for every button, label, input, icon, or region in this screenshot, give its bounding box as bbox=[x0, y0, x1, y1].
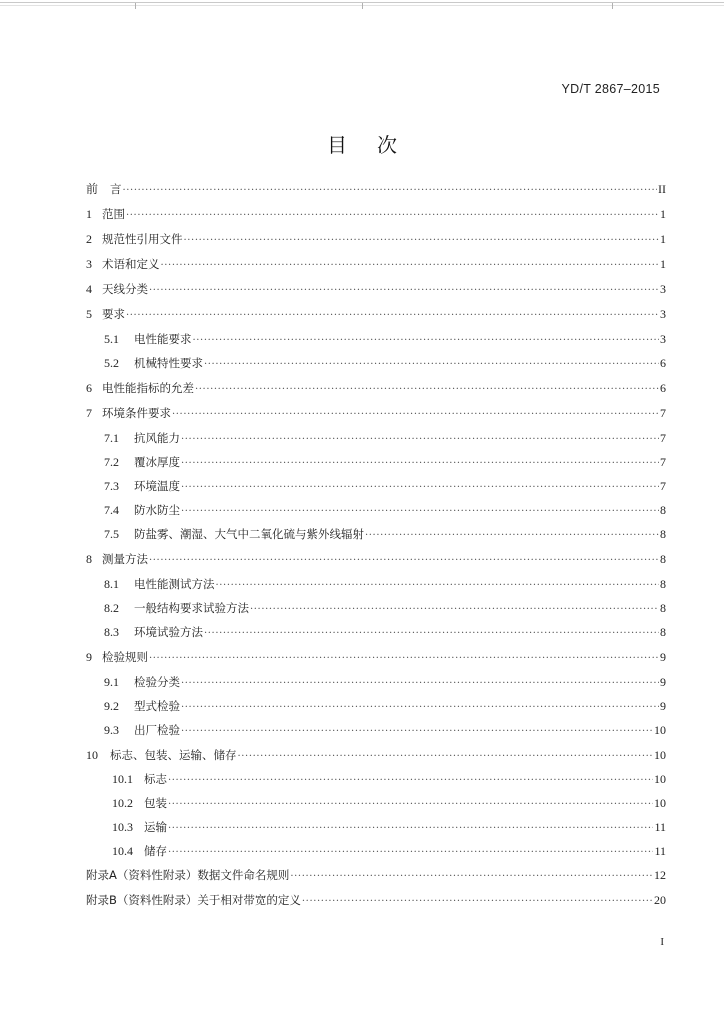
toc-entry-label: 运输 bbox=[144, 820, 167, 834]
toc-entry-label: 检验规则 bbox=[102, 650, 148, 664]
toc-entry-page: 10 bbox=[654, 748, 666, 762]
toc-entry-page: 1 bbox=[660, 232, 666, 246]
toc-entry-page: 8 bbox=[660, 601, 666, 615]
toc-entry-number: 10.1 bbox=[112, 772, 133, 786]
toc-entry-number: 9.2 bbox=[104, 699, 119, 713]
toc-entry-number: 1 bbox=[86, 207, 92, 221]
toc-entry-number: 6 bbox=[86, 381, 92, 395]
toc-annex-entry[interactable] bbox=[86, 866, 666, 884]
toc-entry-number: 10.2 bbox=[112, 796, 133, 810]
toc-leader-dots bbox=[181, 675, 659, 693]
toc-entry-label: 防水防尘 bbox=[134, 503, 180, 517]
toc-subentry[interactable] bbox=[104, 453, 666, 471]
toc-leader-dots bbox=[290, 868, 653, 886]
toc-entry-page: 8 bbox=[660, 625, 666, 639]
toc-leader-dots bbox=[168, 844, 653, 862]
toc-entry-page: 1 bbox=[660, 257, 666, 271]
toc-entry-number: 9.3 bbox=[104, 723, 119, 737]
toc-leader-dots bbox=[193, 332, 660, 350]
toc-entry-page: 11 bbox=[654, 844, 666, 858]
toc-entry-number: 9 bbox=[86, 650, 92, 664]
toc-entry-page: 3 bbox=[660, 282, 666, 296]
toc-entry[interactable] bbox=[86, 255, 666, 273]
toc-leader-dots bbox=[181, 723, 653, 741]
toc-subentry[interactable] bbox=[104, 623, 666, 641]
toc-entry[interactable] bbox=[86, 404, 666, 422]
toc-leader-dots bbox=[168, 772, 653, 790]
toc-subentry[interactable] bbox=[104, 330, 666, 348]
toc-subentry[interactable] bbox=[104, 697, 666, 715]
toc-leader-dots bbox=[126, 207, 659, 225]
toc-leader-dots bbox=[204, 625, 659, 643]
title-char-2: 次 bbox=[377, 133, 397, 157]
toc-leader-dots bbox=[181, 431, 659, 449]
toc-entry-number: 2 bbox=[86, 232, 92, 246]
toc-subentry[interactable] bbox=[104, 477, 666, 495]
toc-entry-label: 抗风能力 bbox=[134, 431, 180, 445]
toc-entry-label: 电性能测试方法 bbox=[134, 577, 215, 591]
toc-entry-number: 10.3 bbox=[112, 820, 133, 834]
toc-entry-label: 环境条件要求 bbox=[102, 406, 171, 420]
toc-entry-label: 储存 bbox=[144, 844, 167, 858]
toc-entry-page: 3 bbox=[660, 332, 666, 346]
toc-entry-label: 检验分类 bbox=[134, 675, 180, 689]
toc-entry-number: 4 bbox=[86, 282, 92, 296]
toc-subentry[interactable] bbox=[112, 818, 666, 836]
toc-leader-dots bbox=[181, 455, 659, 473]
toc-leader-dots bbox=[181, 699, 659, 717]
toc-leader-dots bbox=[250, 601, 659, 619]
toc-entry-number: 8.2 bbox=[104, 601, 119, 615]
toc-entry-page: 7 bbox=[660, 431, 666, 445]
toc-subentry[interactable] bbox=[104, 599, 666, 617]
toc-entry[interactable] bbox=[86, 305, 666, 323]
scan-tick bbox=[135, 3, 136, 9]
toc-entry-page: 9 bbox=[660, 675, 666, 689]
toc-entry-label: 防盐雾、潮湿、大气中二氧化硫与紫外线辐射 bbox=[134, 527, 364, 541]
toc-entry-number: 8.3 bbox=[104, 625, 119, 639]
toc-entry-label: 机械特性要求 bbox=[134, 356, 203, 370]
toc-entry-page: II bbox=[658, 182, 666, 196]
toc-entry-page: 20 bbox=[654, 893, 666, 907]
standard-code: YD/T 2867–2015 bbox=[561, 82, 660, 96]
toc-entry-label: 范围 bbox=[102, 207, 125, 221]
toc-entry-page: 8 bbox=[660, 577, 666, 591]
toc-entry-label: 电性能指标的允差 bbox=[102, 381, 194, 395]
toc-entry-page: 12 bbox=[654, 868, 666, 882]
toc-entry-number: 8.1 bbox=[104, 577, 119, 591]
toc-entry[interactable] bbox=[86, 550, 666, 568]
toc-leader-dots bbox=[216, 577, 660, 595]
toc-entry-page: 9 bbox=[660, 699, 666, 713]
toc-entry-number: 7.3 bbox=[104, 479, 119, 493]
toc-leader-dots bbox=[123, 182, 658, 200]
toc-subentry[interactable] bbox=[112, 794, 666, 812]
toc-entry-label: 言 bbox=[110, 182, 122, 196]
toc-subentry[interactable] bbox=[104, 673, 666, 691]
toc-entry-page: 10 bbox=[654, 723, 666, 737]
title-char-1: 目 bbox=[327, 133, 347, 157]
toc-entry-label: 标志 bbox=[144, 772, 167, 786]
toc-subentry[interactable] bbox=[112, 842, 666, 860]
toc-leader-dots bbox=[181, 479, 659, 497]
toc-subentry[interactable] bbox=[104, 354, 666, 372]
toc-entry-label: 术语和定义 bbox=[102, 257, 160, 271]
toc-subentry[interactable] bbox=[104, 525, 666, 543]
toc-entry[interactable] bbox=[86, 280, 666, 298]
toc-entry-label: 环境试验方法 bbox=[134, 625, 203, 639]
toc-subentry[interactable] bbox=[112, 770, 666, 788]
toc-entry-label: 覆冰厚度 bbox=[134, 455, 180, 469]
toc-entry-number: 5.1 bbox=[104, 332, 119, 346]
toc-leader-dots bbox=[149, 552, 659, 570]
toc-entry-page: 8 bbox=[660, 552, 666, 566]
toc-entry-number: 7.2 bbox=[104, 455, 119, 469]
toc-entry[interactable] bbox=[86, 746, 666, 764]
toc-entry-page: 8 bbox=[660, 503, 666, 517]
toc-leader-dots bbox=[238, 748, 654, 766]
page-title bbox=[0, 129, 724, 158]
toc-entry-label: 环境温度 bbox=[134, 479, 180, 493]
toc-leader-dots bbox=[365, 527, 659, 545]
toc-leader-dots bbox=[195, 381, 659, 399]
toc-entry-label: 要求 bbox=[102, 307, 125, 321]
toc-entry-number: 前 bbox=[86, 182, 99, 196]
toc-entry[interactable] bbox=[86, 180, 666, 198]
toc-entry-label: 附录A（资料性附录）数据文件命名规则 bbox=[86, 868, 290, 882]
toc-entry-page: 7 bbox=[660, 406, 666, 420]
toc-entry-label: 一般结构要求试验方法 bbox=[134, 601, 249, 615]
toc-entry-number: 3 bbox=[86, 257, 92, 271]
toc-entry-label: 标志、包装、运输、储存 bbox=[110, 748, 237, 762]
toc-leader-dots bbox=[161, 257, 660, 275]
toc-subentry[interactable] bbox=[104, 501, 666, 519]
toc-subentry[interactable] bbox=[104, 575, 666, 593]
toc-leader-dots bbox=[168, 796, 653, 814]
toc-leader-dots bbox=[181, 503, 659, 521]
toc-subentry[interactable] bbox=[104, 429, 666, 447]
toc-entry-page: 8 bbox=[660, 527, 666, 541]
toc-entry-page: 10 bbox=[654, 772, 666, 786]
toc-entry-label: 规范性引用文件 bbox=[102, 232, 183, 246]
toc-entry-number: 10.4 bbox=[112, 844, 133, 858]
toc-entry-number: 7.1 bbox=[104, 431, 119, 445]
toc-entry-page: 7 bbox=[660, 455, 666, 469]
toc-entry-page: 6 bbox=[660, 381, 666, 395]
toc-entry-label: 出厂检验 bbox=[134, 723, 180, 737]
toc-entry-page: 7 bbox=[660, 479, 666, 493]
toc-leader-dots bbox=[172, 406, 659, 424]
toc-leader-dots bbox=[126, 307, 659, 325]
scan-tick bbox=[612, 3, 613, 9]
toc-entry-page: 6 bbox=[660, 356, 666, 370]
toc-entry-number: 7.5 bbox=[104, 527, 119, 541]
toc-entry-number: 5 bbox=[86, 307, 92, 321]
toc-entry-number: 7 bbox=[86, 406, 92, 420]
toc-entry-label: 附录B（资料性附录）关于相对带宽的定义 bbox=[86, 893, 301, 907]
toc-annex-entry[interactable] bbox=[86, 891, 666, 909]
toc-entry-number: 9.1 bbox=[104, 675, 119, 689]
toc-entry[interactable] bbox=[86, 379, 666, 397]
toc-entry-page: 1 bbox=[660, 207, 666, 221]
toc-leader-dots bbox=[149, 282, 659, 300]
scan-edge-artifact bbox=[0, 0, 724, 9]
toc-entry-page: 3 bbox=[660, 307, 666, 321]
page-number: I bbox=[660, 936, 664, 948]
toc-leader-dots bbox=[184, 232, 660, 250]
toc-entry[interactable] bbox=[86, 205, 666, 223]
toc-entry-label: 电性能要求 bbox=[134, 332, 192, 346]
scan-tick bbox=[362, 3, 363, 9]
toc-entry-number: 8 bbox=[86, 552, 92, 566]
toc-entry-page: 11 bbox=[654, 820, 666, 834]
toc-entry-number: 10 bbox=[86, 748, 98, 762]
toc-subentry[interactable] bbox=[104, 721, 666, 739]
toc-leader-dots bbox=[149, 650, 659, 668]
toc-entry[interactable] bbox=[86, 230, 666, 248]
toc-entry-page: 10 bbox=[654, 796, 666, 810]
toc-entry[interactable] bbox=[86, 648, 666, 666]
toc-entry-label: 天线分类 bbox=[102, 282, 148, 296]
toc-entry-number: 5.2 bbox=[104, 356, 119, 370]
toc-leader-dots bbox=[204, 356, 659, 374]
toc-leader-dots bbox=[302, 893, 653, 911]
toc-entry-label: 型式检验 bbox=[134, 699, 180, 713]
toc-entry-number: 7.4 bbox=[104, 503, 119, 517]
toc-leader-dots bbox=[168, 820, 653, 838]
toc-entry-label: 测量方法 bbox=[102, 552, 148, 566]
toc-entry-label: 包装 bbox=[144, 796, 167, 810]
toc-entry-page: 9 bbox=[660, 650, 666, 664]
